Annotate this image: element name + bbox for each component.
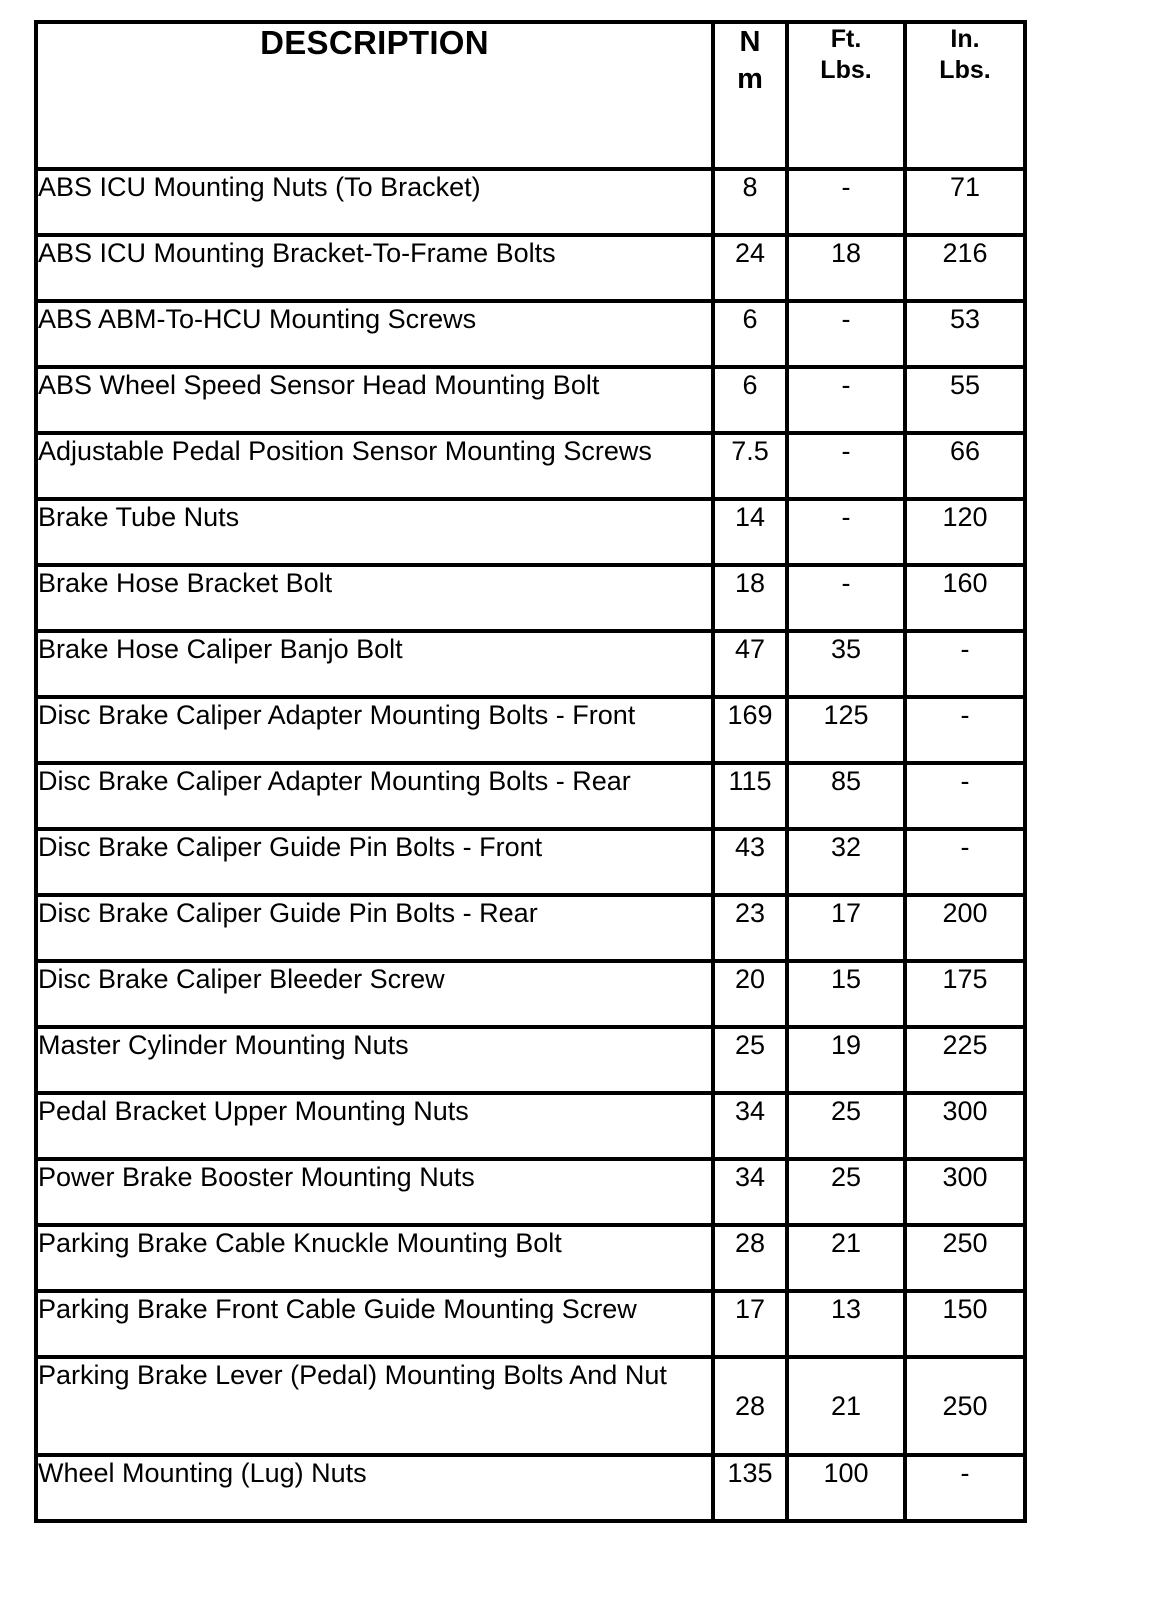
- cell-in-lbs: -: [905, 1455, 1025, 1521]
- table-row: [36, 169, 1025, 235]
- cell-in-lbs: 175: [905, 961, 1025, 1027]
- cell-ft-lbs: 21: [787, 1225, 905, 1291]
- header-foot-pounds: [787, 22, 905, 169]
- table-row: [36, 499, 1025, 565]
- cell-nm: 115: [713, 763, 787, 829]
- cell-in-lbs: 200: [905, 895, 1025, 961]
- header-ft-line1: Ft.: [830, 25, 862, 53]
- cell-ft-lbs: 13: [787, 1291, 905, 1357]
- table-row: [36, 1225, 1025, 1291]
- cell-description: Parking Brake Lever (Pedal) Mounting Bolts And Nut: [36, 1357, 713, 1455]
- header-in-line2: Lbs.: [939, 56, 991, 84]
- torque-spec-table: [34, 20, 1027, 1523]
- cell-ft-lbs: 17: [787, 895, 905, 961]
- cell-description: Power Brake Booster Mounting Nuts: [36, 1159, 713, 1225]
- cell-description: Disc Brake Caliper Adapter Mounting Bolts - Front: [36, 697, 713, 763]
- cell-ft-lbs: 35: [787, 631, 905, 697]
- cell-in-lbs: 66: [905, 433, 1025, 499]
- table-row: [36, 565, 1025, 631]
- cell-description: Brake Hose Caliper Banjo Bolt: [36, 631, 713, 697]
- cell-nm: 20: [713, 961, 787, 1027]
- cell-ft-lbs: 15: [787, 961, 905, 1027]
- cell-nm: 34: [713, 1159, 787, 1225]
- cell-in-lbs: 250: [905, 1225, 1025, 1291]
- cell-in-lbs: 120: [905, 499, 1025, 565]
- cell-in-lbs: 71: [905, 169, 1025, 235]
- cell-nm: 14: [713, 499, 787, 565]
- cell-nm: 7.5: [713, 433, 787, 499]
- header-newton-meters: [713, 22, 787, 169]
- table-row: [36, 961, 1025, 1027]
- table-row: [36, 433, 1025, 499]
- table-row: [36, 235, 1025, 301]
- cell-nm: 6: [713, 301, 787, 367]
- cell-ft-lbs: -: [787, 367, 905, 433]
- table-row: [36, 631, 1025, 697]
- cell-ft-lbs: -: [787, 301, 905, 367]
- header-in-line1: In.: [950, 25, 980, 53]
- cell-nm: 135: [713, 1455, 787, 1521]
- cell-nm: 23: [713, 895, 787, 961]
- table-row: [36, 895, 1025, 961]
- table-row: [36, 1455, 1025, 1521]
- cell-description: Wheel Mounting (Lug) Nuts: [36, 1455, 713, 1521]
- cell-in-lbs: 216: [905, 235, 1025, 301]
- cell-description: ABS ABM-To-HCU Mounting Screws: [36, 301, 713, 367]
- header-nm-line1: N: [739, 26, 761, 58]
- cell-description: ABS ICU Mounting Bracket-To-Frame Bolts: [36, 235, 713, 301]
- cell-in-lbs: -: [905, 631, 1025, 697]
- cell-description: Disc Brake Caliper Guide Pin Bolts - Rear: [36, 895, 713, 961]
- cell-description: ABS ICU Mounting Nuts (To Bracket): [36, 169, 713, 235]
- cell-in-lbs: 250: [905, 1357, 1025, 1455]
- cell-ft-lbs: 100: [787, 1455, 905, 1521]
- cell-ft-lbs: 32: [787, 829, 905, 895]
- cell-ft-lbs: 85: [787, 763, 905, 829]
- cell-nm: 34: [713, 1093, 787, 1159]
- table-row: [36, 1093, 1025, 1159]
- header-description: DESCRIPTION: [36, 22, 713, 169]
- cell-nm: 6: [713, 367, 787, 433]
- cell-in-lbs: 150: [905, 1291, 1025, 1357]
- header-nm-line2: m: [737, 63, 763, 95]
- table-row: [36, 697, 1025, 763]
- cell-in-lbs: 300: [905, 1159, 1025, 1225]
- cell-description: Brake Hose Bracket Bolt: [36, 565, 713, 631]
- cell-description: Disc Brake Caliper Bleeder Screw: [36, 961, 713, 1027]
- cell-nm: 17: [713, 1291, 787, 1357]
- cell-in-lbs: 53: [905, 301, 1025, 367]
- cell-in-lbs: -: [905, 697, 1025, 763]
- cell-description: Disc Brake Caliper Guide Pin Bolts - Front: [36, 829, 713, 895]
- cell-ft-lbs: 25: [787, 1093, 905, 1159]
- cell-nm: 47: [713, 631, 787, 697]
- table-header-row: [36, 22, 1025, 169]
- cell-ft-lbs: -: [787, 433, 905, 499]
- table-row: [36, 1291, 1025, 1357]
- header-inch-pounds: [905, 22, 1025, 169]
- cell-nm: 169: [713, 697, 787, 763]
- cell-nm: 18: [713, 565, 787, 631]
- cell-description: Master Cylinder Mounting Nuts: [36, 1027, 713, 1093]
- cell-ft-lbs: 21: [787, 1357, 905, 1455]
- cell-ft-lbs: 19: [787, 1027, 905, 1093]
- cell-in-lbs: 300: [905, 1093, 1025, 1159]
- cell-nm: 25: [713, 1027, 787, 1093]
- cell-in-lbs: 55: [905, 367, 1025, 433]
- cell-ft-lbs: -: [787, 169, 905, 235]
- table-row: [36, 367, 1025, 433]
- cell-in-lbs: 160: [905, 565, 1025, 631]
- cell-nm: 24: [713, 235, 787, 301]
- cell-description: Brake Tube Nuts: [36, 499, 713, 565]
- cell-ft-lbs: -: [787, 565, 905, 631]
- cell-ft-lbs: 18: [787, 235, 905, 301]
- header-ft-line2: Lbs.: [820, 56, 872, 84]
- cell-description: Parking Brake Cable Knuckle Mounting Bolt: [36, 1225, 713, 1291]
- table-row: [36, 1027, 1025, 1093]
- cell-nm: 28: [713, 1225, 787, 1291]
- cell-nm: 28: [713, 1357, 787, 1455]
- table-row: [36, 1159, 1025, 1225]
- table-row: [36, 829, 1025, 895]
- cell-ft-lbs: -: [787, 499, 905, 565]
- cell-nm: 8: [713, 169, 787, 235]
- cell-description: Parking Brake Front Cable Guide Mounting Screw: [36, 1291, 713, 1357]
- table-row: [36, 301, 1025, 367]
- cell-in-lbs: -: [905, 829, 1025, 895]
- cell-nm: 43: [713, 829, 787, 895]
- cell-in-lbs: 225: [905, 1027, 1025, 1093]
- cell-description: Disc Brake Caliper Adapter Mounting Bolts - Rear: [36, 763, 713, 829]
- cell-ft-lbs: 125: [787, 697, 905, 763]
- cell-description: Adjustable Pedal Position Sensor Mounting Screws: [36, 433, 713, 499]
- cell-in-lbs: -: [905, 763, 1025, 829]
- cell-ft-lbs: 25: [787, 1159, 905, 1225]
- table-row: [36, 763, 1025, 829]
- table-row: [36, 1357, 1025, 1455]
- cell-description: ABS Wheel Speed Sensor Head Mounting Bolt: [36, 367, 713, 433]
- cell-description: Pedal Bracket Upper Mounting Nuts: [36, 1093, 713, 1159]
